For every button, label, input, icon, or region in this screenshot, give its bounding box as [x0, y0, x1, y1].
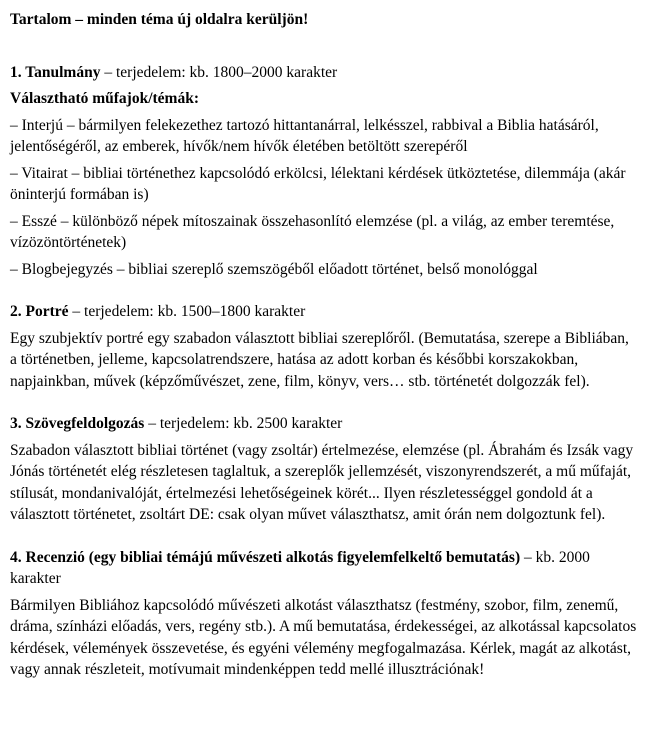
section-3-paragraph: Szabadon választott bibliai történet (vagy zsoltár) értelmezése, elemzése (pl. Ábrahám és Izsák vagy Jónás történetét elég részletesen taglaltuk, a szereplők jellemzését, viszonyrendszerét, a mű műfaját, stílusát, mondanivalóját, értelmezési lehetőségeinek körét... Ilyen részletességgel gondold át a választott történetet, zsoltárt DE: csak olyan művet választhatsz, amit órán nem dolgoztunk fel). [10, 441, 634, 523]
section-1-heading-title: 1. Tanulmány [10, 63, 101, 81]
section-2-paragraph: Egy szubjektív portré egy szabadon választott bibliai szereplőről. (Bemutatása, szerepe a Bibliában, a történetben, jelleme, kapcsolatrendszere, hatása az adott korban és későbbi korszakokban, napjainkban, művek (képzőművészet, zene, film, könyv, vers… stb. történetét dolgozzák fel). [10, 329, 629, 390]
section-3-heading [10, 413, 637, 435]
list-item-interju: – Interjú – bármilyen felekezethez tartozó hittantanárral, lelkésszel, rabbival a Biblia hatásáról, jelentőségéről, az emberek, hívők/nem hívők életében betöltött szerepéről [10, 116, 599, 155]
list-item-blogbejegyzes: – Blogbejegyzés – bibliai szereplő szemszögéből előadott történet, belső monológgal [10, 260, 538, 278]
section-4-heading [10, 547, 637, 590]
section-4-heading-title: 4. Recenzió (egy bibliai témájú művészeti alkotás figyelemfelkeltő bemutatás) [10, 548, 521, 566]
section-3-heading-title: 3. Szövegfeldolgozás [10, 415, 145, 432]
document-title: Tartalom – minden téma új oldalra kerüljön! [10, 11, 309, 28]
list-item-essze: – Esszé – különböző népek mítoszainak összehasonlító elemzése (pl. a világ, az ember teremtése, vízözöntörténetek) [10, 212, 615, 251]
list-item-vitairat: – Vitairat – bibliai történethez kapcsolódó erkölcsi, lélektani kérdések ütköztetése, dilemmája (akár öninterjú formában is) [10, 164, 626, 203]
section-1-subheading: Választható műfajok/témák: [10, 90, 199, 107]
section-3-heading-detail: – terjedelem: kb. 2500 karakter [144, 415, 343, 432]
section-2-heading-detail: – terjedelem: kb. 1500–1800 karakter [68, 303, 306, 320]
section-1-heading-detail: – terjedelem: kb. 1800–2000 karakter [100, 63, 338, 81]
section-4-paragraph: Bármilyen Bibliához kapcsolódó művészeti alkotást választhatsz (festmény, szobor, film, zenemű, dráma, színházi előadás, vers, regény stb.). A mű bemutatása, érdekességei, az alkotással kapcsolatos kérdések, vélemények összevetése, és egyéni vélemény megfogalmazása. Kérlek, magát az alkotást, vagy annak részleteit, motívumait mindenképpen tedd mellé illusztrációnak! [10, 596, 637, 678]
section-2-heading [10, 301, 637, 323]
section-4-heading-detail: – kb. 2000 karakter [10, 548, 590, 587]
section-2-heading-title: 2. Portré [10, 303, 69, 320]
section-1-heading [10, 62, 637, 84]
